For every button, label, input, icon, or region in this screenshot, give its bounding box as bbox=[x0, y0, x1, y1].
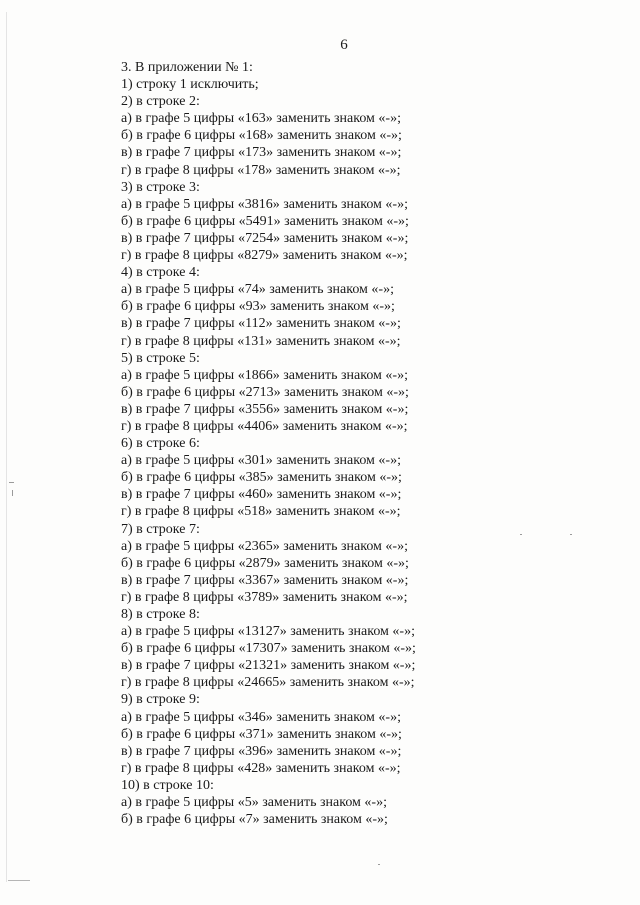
text-line: в) в графе 7 цифры «7254» заменить знаком «-»; bbox=[121, 230, 409, 246]
text-line: г) в графе 8 цифры «8279» заменить знаком «-»; bbox=[121, 248, 408, 264]
text-line: 7) в строке 7: bbox=[121, 521, 200, 537]
text-line: 4) в строке 4: bbox=[121, 265, 200, 281]
text-line: б) в графе 6 цифры «168» заменить знаком «-»; bbox=[121, 128, 402, 144]
text-line: а) в графе 5 цифры «74» заменить знаком «-»; bbox=[121, 282, 394, 298]
text-line: 5) в строке 5: bbox=[121, 350, 200, 366]
text-line: г) в графе 8 цифры «178» заменить знаком «-»; bbox=[121, 162, 401, 178]
text-line: б) в графе 6 цифры «2713» заменить знаком «-»; bbox=[121, 384, 409, 400]
text-line: в) в графе 7 цифры «173» заменить знаком «-»; bbox=[121, 145, 402, 161]
text-line: 10) в строке 10: bbox=[121, 777, 214, 793]
text-line: а) в графе 5 цифры «3816» заменить знаком «-»; bbox=[121, 196, 408, 212]
scan-artifact bbox=[8, 880, 30, 881]
text-line: в) в графе 7 цифры «21321» заменить знаком «-»; bbox=[121, 658, 416, 674]
text-line: 2) в строке 2: bbox=[121, 94, 200, 110]
scan-artifact bbox=[378, 864, 380, 865]
text-line: а) в графе 5 цифры «163» заменить знаком «-»; bbox=[121, 111, 401, 127]
text-line: б) в графе 6 цифры «385» заменить знаком «-»; bbox=[121, 470, 402, 486]
scan-artifact bbox=[520, 534, 522, 535]
text-line: г) в графе 8 цифры «24665» заменить знаком «-»; bbox=[121, 675, 415, 691]
text-line: 6) в строке 6: bbox=[121, 436, 200, 452]
text-line: б) в графе 6 цифры «17307» заменить знаком «-»; bbox=[121, 641, 416, 657]
text-line: б) в графе 6 цифры «7» заменить знаком «-»; bbox=[121, 812, 388, 828]
text-line: б) в графе 6 цифры «93» заменить знаком «-»; bbox=[121, 299, 395, 315]
text-line: в) в графе 7 цифры «460» заменить знаком «-»; bbox=[121, 487, 402, 503]
text-line: б) в графе 6 цифры «5491» заменить знаком «-»; bbox=[121, 213, 409, 229]
text-line: в) в графе 7 цифры «112» заменить знаком «-»; bbox=[121, 316, 401, 332]
scan-artifact bbox=[6, 12, 7, 882]
scan-artifact bbox=[12, 490, 13, 496]
text-line: а) в графе 5 цифры «301» заменить знаком «-»; bbox=[121, 453, 401, 469]
text-line: б) в графе 6 цифры «2879» заменить знаком «-»; bbox=[121, 555, 409, 571]
text-line: 3) в строке 3: bbox=[121, 179, 200, 195]
text-line: в) в графе 7 цифры «396» заменить знаком «-»; bbox=[121, 743, 402, 759]
text-line: 3. В приложении № 1: bbox=[121, 60, 253, 75]
text-line: в) в графе 7 цифры «3367» заменить знаком «-»; bbox=[121, 572, 409, 588]
document-body bbox=[121, 59, 591, 828]
text-line: г) в графе 8 цифры «518» заменить знаком «-»; bbox=[121, 504, 401, 520]
text-line: г) в графе 8 цифры «4406» заменить знаком «-»; bbox=[121, 418, 408, 434]
text-line: г) в графе 8 цифры «131» заменить знаком «-»; bbox=[121, 333, 401, 349]
text-line: в) в графе 7 цифры «3556» заменить знаком «-»; bbox=[121, 401, 409, 417]
text-line: 8) в строке 8: bbox=[121, 607, 200, 622]
text-line: а) в графе 5 цифры «1866» заменить знаком «-»; bbox=[121, 367, 408, 383]
scan-artifact bbox=[570, 534, 572, 535]
text-line: а) в графе 5 цифры «13127» заменить знаком «-»; bbox=[121, 624, 415, 640]
text-line: а) в графе 5 цифры «2365» заменить знаком «-»; bbox=[121, 538, 408, 554]
text-line: г) в графе 8 цифры «428» заменить знаком «-»; bbox=[121, 760, 401, 776]
text-line: 1) строку 1 исключить; bbox=[121, 77, 259, 93]
text-line: а) в графе 5 цифры «5» заменить знаком «-»; bbox=[121, 795, 387, 811]
text-line: б) в графе 6 цифры «371» заменить знаком «-»; bbox=[121, 726, 402, 742]
scan-artifact bbox=[9, 482, 14, 483]
text-line: 9) в строке 9: bbox=[121, 692, 200, 708]
text-line: г) в графе 8 цифры «3789» заменить знаком «-»; bbox=[121, 589, 408, 605]
text-line: а) в графе 5 цифры «346» заменить знаком «-»; bbox=[121, 709, 401, 725]
page-number: 6 bbox=[340, 37, 348, 53]
